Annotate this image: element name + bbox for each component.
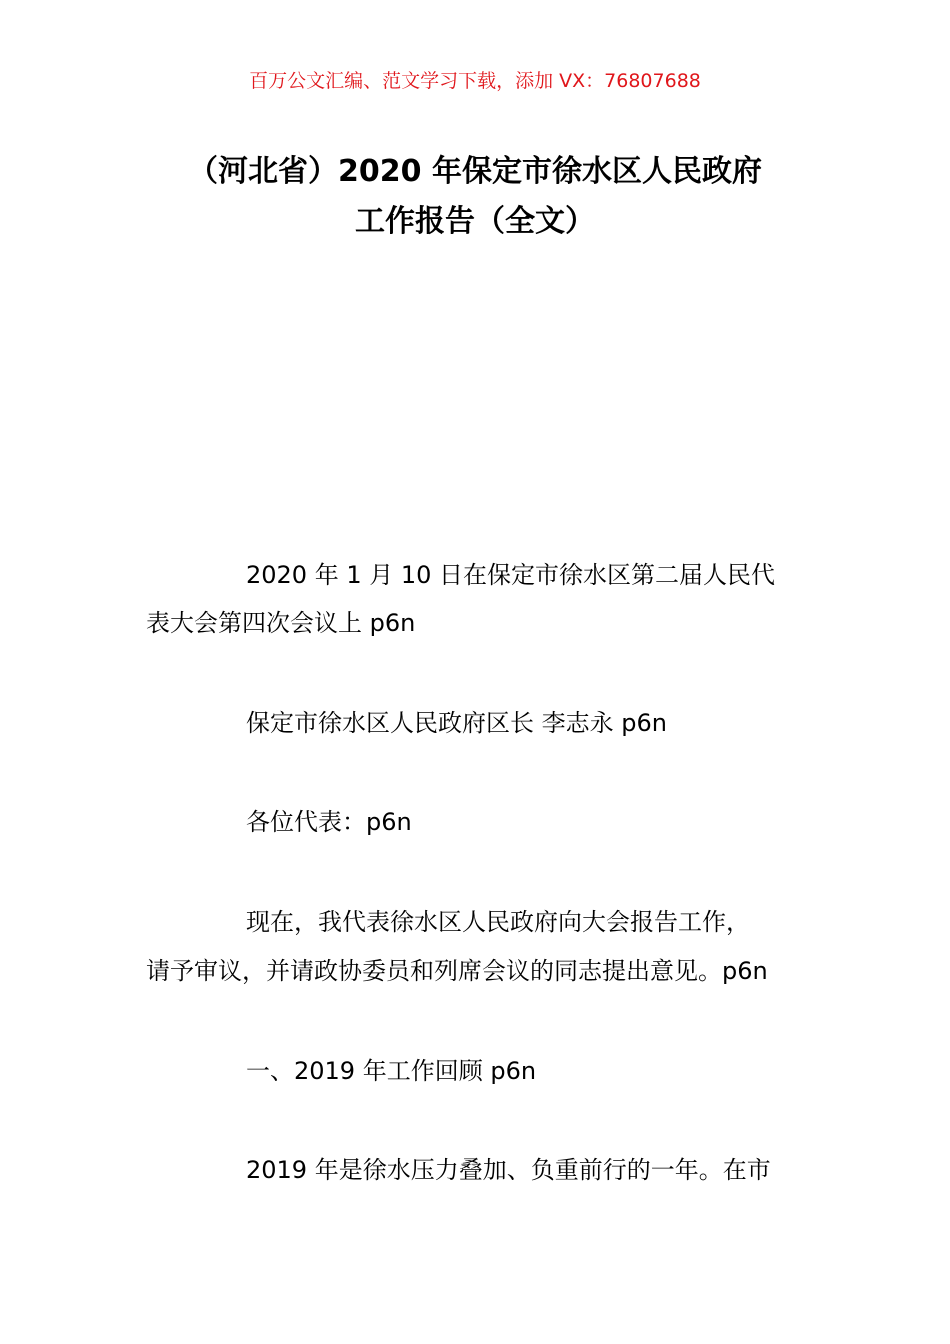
paragraph-speaker xyxy=(146,699,811,747)
paragraph-text: 各位代表：p6n xyxy=(246,808,412,836)
document-title-line-2: 工作报告（全文） xyxy=(355,204,595,239)
paragraph-review-line-1 xyxy=(146,1146,811,1194)
paragraph-text: 2020 年 1 月 10 日在保定市徐水区第二届人民代 xyxy=(246,561,776,589)
paragraph-text: 2019 年是徐水压力叠加、负重前行的一年。在市 xyxy=(246,1156,771,1184)
section-heading-2019-review xyxy=(146,1047,811,1095)
paragraph-meeting-line-2: 表大会第四次会议上 p6n xyxy=(146,609,416,637)
paragraph-text: 保定市徐水区人民政府区长 李志永 p6n xyxy=(246,709,667,737)
paragraph-meeting-line-1 xyxy=(146,551,811,599)
paragraph-opening-line-2: 请予审议，并请政协委员和列席会议的同志提出意见。p6n xyxy=(146,957,768,985)
paragraph-text: 一、2019 年工作回顾 p6n xyxy=(246,1057,537,1085)
paragraph-opening-line-1 xyxy=(146,898,811,946)
promo-banner: 百万公文汇编、范文学习下载，添加 VX：76807688 xyxy=(249,70,701,92)
document-title-line-1: （河北省）2020 年保定市徐水区人民政府 xyxy=(188,154,762,189)
paragraph-text: 现在，我代表徐水区人民政府向大会报告工作， xyxy=(246,908,750,936)
paragraph-salutation xyxy=(146,798,811,846)
